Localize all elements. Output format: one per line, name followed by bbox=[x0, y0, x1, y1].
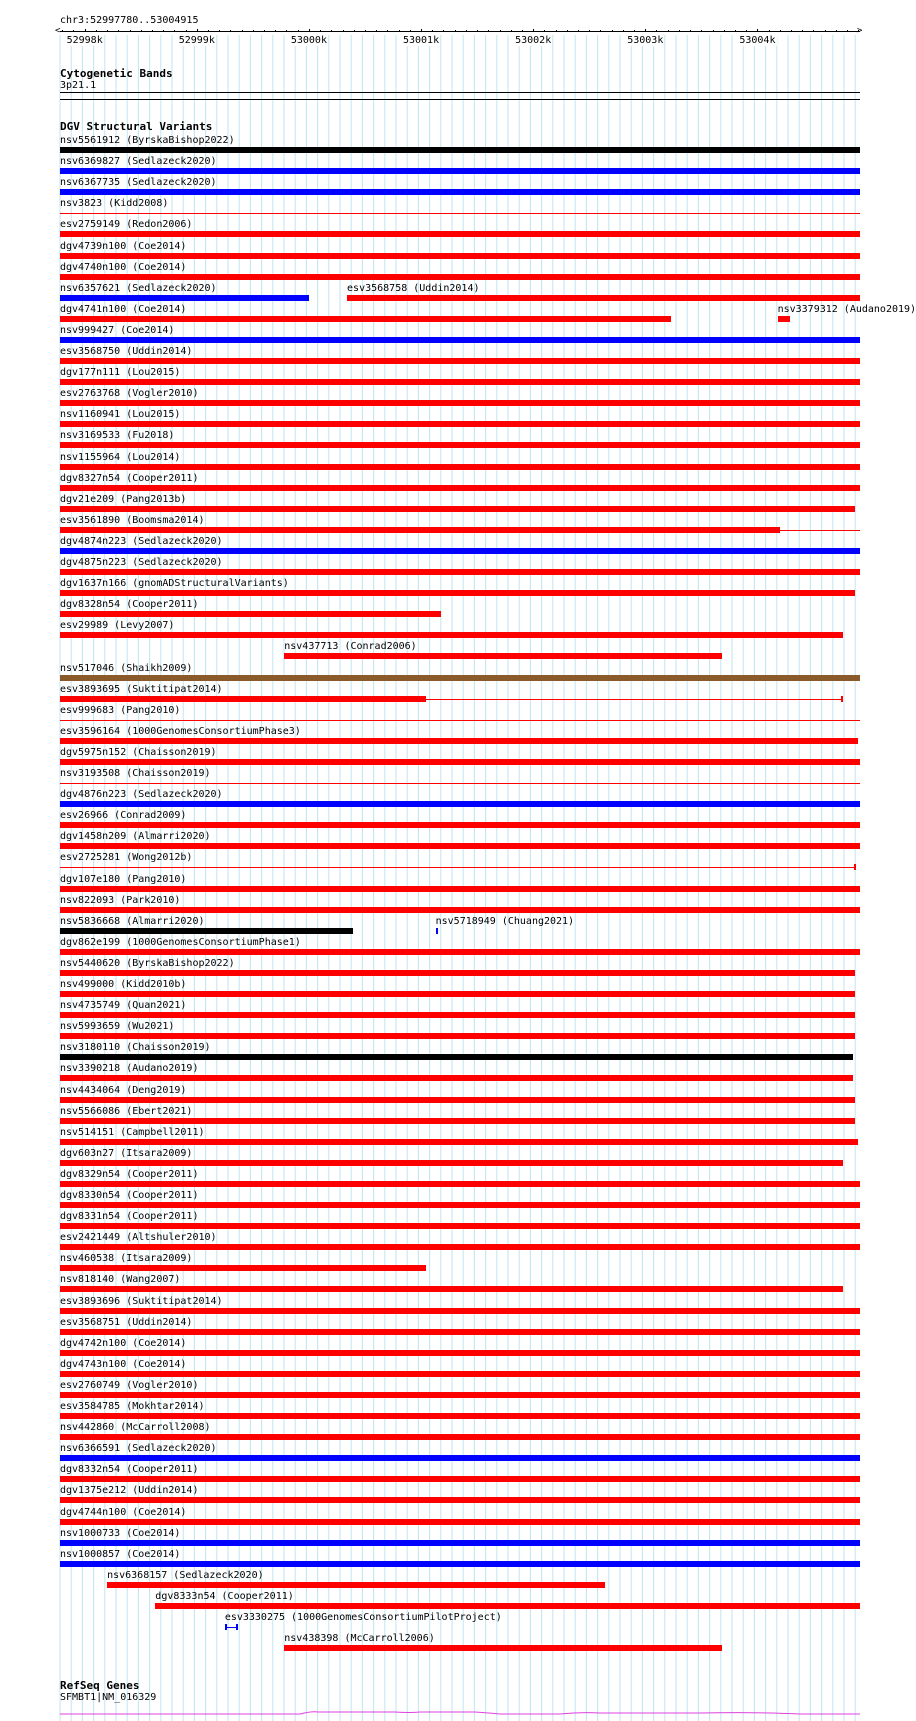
variant-bar[interactable] bbox=[60, 464, 860, 470]
variant-label[interactable]: dgv8327n54 (Cooper2011) bbox=[60, 472, 199, 484]
variant-bar[interactable] bbox=[347, 295, 860, 301]
variant-bar[interactable] bbox=[60, 696, 426, 702]
ruler-minor-tick bbox=[275, 30, 276, 32]
variant-label[interactable]: nsv5561912 (ByrskaBishop2022) bbox=[60, 135, 235, 146]
ruler-tick-label: 52999k bbox=[178, 35, 215, 46]
variant-bar-end[interactable] bbox=[236, 1624, 238, 1630]
ruler-minor-tick bbox=[713, 30, 714, 32]
ruler-minor-tick bbox=[376, 30, 377, 32]
variant-bar[interactable] bbox=[60, 1286, 843, 1292]
variant-label[interactable]: esv2725281 (Wong2012b) bbox=[60, 852, 193, 864]
variant-bar-tail[interactable] bbox=[780, 530, 860, 531]
variant-bar[interactable] bbox=[155, 1603, 860, 1609]
variant-label[interactable]: esv2760749 (Vogler2010) bbox=[60, 1379, 199, 1391]
variant-label[interactable]: esv999683 (Pang2010) bbox=[60, 704, 181, 716]
variant-label[interactable]: dgv862e199 (1000GenomesConsortiumPhase1) bbox=[60, 936, 301, 948]
variant-label[interactable]: esv26966 (Conrad2009) bbox=[60, 810, 187, 822]
ruler-minor-tick bbox=[230, 30, 231, 32]
variant-label[interactable]: dgv4875n223 (Sedlazeck2020) bbox=[60, 557, 223, 568]
ruler-minor-tick bbox=[623, 30, 624, 32]
variant-bar[interactable] bbox=[60, 1097, 855, 1103]
ruler-minor-tick bbox=[735, 30, 736, 32]
ruler-minor-tick bbox=[163, 30, 164, 32]
variant-label[interactable]: nsv442860 (McCarroll2008) bbox=[60, 1422, 211, 1434]
ruler-tick-label: 52998k bbox=[66, 35, 103, 46]
variant-bar[interactable] bbox=[60, 720, 860, 721]
variant-bar[interactable] bbox=[60, 358, 860, 364]
variant-bar[interactable] bbox=[60, 527, 780, 533]
variant-bar[interactable] bbox=[60, 867, 856, 868]
variant-label[interactable]: esv3561890 (Boomsma2014) bbox=[60, 514, 205, 526]
ruler-minor-tick bbox=[813, 30, 814, 32]
ruler-minor-tick bbox=[186, 30, 187, 32]
ruler-minor-tick bbox=[443, 30, 444, 32]
ruler-minor-tick bbox=[578, 30, 579, 32]
variant-label[interactable]: nsv1000733 (Coe2014) bbox=[60, 1527, 181, 1539]
variant-bar[interactable] bbox=[107, 1582, 605, 1588]
variant-bar[interactable] bbox=[60, 400, 860, 406]
ruler-minor-tick bbox=[298, 30, 299, 32]
variant-bar-end[interactable] bbox=[854, 864, 856, 870]
variant-bar-end[interactable] bbox=[841, 696, 843, 702]
ruler-line bbox=[60, 31, 860, 32]
variant-label[interactable]: dgv21e209 (Pang2013b) bbox=[60, 493, 187, 505]
ruler-minor-tick bbox=[466, 30, 467, 32]
variant-bar[interactable] bbox=[436, 928, 438, 934]
ruler-tick bbox=[197, 29, 198, 32]
variant-bar[interactable] bbox=[60, 442, 860, 448]
ruler-minor-tick bbox=[488, 30, 489, 32]
variant-label[interactable]: dgv5975n152 (Chaisson2019) bbox=[60, 746, 217, 758]
variant-bar[interactable] bbox=[60, 1054, 853, 1060]
variant-label[interactable]: nsv3823 (Kidd2008) bbox=[60, 198, 169, 210]
ruler-minor-tick bbox=[354, 30, 355, 32]
variant-label[interactable]: esv2421449 (Altshuler2010) bbox=[60, 1232, 217, 1244]
variant-label[interactable]: nsv5836668 (Almarri2020) bbox=[60, 915, 205, 927]
ruler-minor-tick bbox=[432, 30, 433, 32]
variant-bar[interactable] bbox=[60, 675, 860, 681]
variant-bar-gap[interactable] bbox=[426, 699, 843, 700]
ruler-minor-tick bbox=[107, 30, 108, 32]
ruler-minor-tick bbox=[544, 30, 545, 32]
variant-label[interactable]: esv3893695 (Suktitipat2014) bbox=[60, 683, 223, 695]
variant-label[interactable]: esv3568758 (Uddin2014) bbox=[347, 282, 480, 294]
variant-bar[interactable] bbox=[60, 1329, 860, 1335]
variant-bar[interactable] bbox=[60, 337, 860, 343]
ruler-minor-tick bbox=[522, 30, 523, 32]
variant-label[interactable]: dgv1637n166 (gnomADStructuralVariants) bbox=[60, 578, 289, 590]
variant-bar[interactable] bbox=[60, 1371, 860, 1377]
variant-bar[interactable] bbox=[60, 928, 353, 934]
variant-label[interactable]: nsv5440620 (ByrskaBishop2022) bbox=[60, 957, 235, 969]
variant-label[interactable]: esv3568750 (Uddin2014) bbox=[60, 346, 193, 357]
variant-label[interactable]: dgv8330n54 (Cooper2011) bbox=[60, 1190, 199, 1201]
variant-label[interactable]: dgv8333n54 (Cooper2011) bbox=[155, 1590, 294, 1602]
ruler-minor-tick bbox=[73, 30, 74, 32]
variant-bar[interactable] bbox=[284, 1645, 721, 1651]
variant-bar[interactable] bbox=[60, 1434, 860, 1440]
variant-bar[interactable] bbox=[60, 590, 855, 596]
variant-label[interactable]: nsv822093 (Park2010) bbox=[60, 894, 181, 906]
variant-bar[interactable] bbox=[60, 1012, 855, 1018]
ruler-minor-tick bbox=[556, 30, 557, 32]
ruler-tick bbox=[645, 29, 646, 32]
ruler-minor-tick bbox=[410, 30, 411, 32]
track-title-refseq: RefSeq Genes bbox=[60, 1679, 140, 1692]
variant-label[interactable]: dgv4876n223 (Sedlazeck2020) bbox=[60, 789, 223, 801]
ruler-minor-tick bbox=[130, 30, 131, 32]
ruler-minor-tick bbox=[690, 30, 691, 32]
ruler-minor-tick bbox=[320, 30, 321, 32]
variant-label[interactable]: dgv107e180 (Pang2010) bbox=[60, 873, 187, 885]
ruler-minor-tick bbox=[118, 30, 119, 32]
variant-bar[interactable] bbox=[60, 991, 855, 997]
variant-label[interactable]: dgv603n27 (Itsara2009) bbox=[60, 1147, 193, 1159]
ruler-minor-tick bbox=[511, 30, 512, 32]
track-title-dgv: DGV Structural Variants bbox=[60, 120, 213, 133]
variant-label[interactable]: esv3596164 (1000GenomesConsortiumPhase3) bbox=[60, 725, 301, 737]
variant-label[interactable]: esv3584785 (Mokhtar2014) bbox=[60, 1401, 205, 1412]
ruler-right-arrow[interactable]: > bbox=[857, 26, 863, 36]
ruler-tick-label: 53003k bbox=[627, 35, 664, 46]
cytoband-label[interactable]: 3p21.1 bbox=[60, 80, 97, 91]
ruler-minor-tick bbox=[387, 30, 388, 32]
ruler-minor-tick bbox=[96, 30, 97, 32]
variant-bar[interactable] bbox=[60, 316, 671, 322]
gene-intron-line bbox=[60, 1712, 860, 1714]
variant-label[interactable]: nsv438398 (McCarroll2006) bbox=[284, 1633, 435, 1645]
ruler-minor-tick bbox=[791, 30, 792, 32]
variant-label[interactable]: esv2759149 (Redon2006) bbox=[60, 219, 193, 231]
variant-label[interactable]: nsv6367735 (Sedlazeck2020) bbox=[60, 177, 217, 189]
variant-bar[interactable] bbox=[60, 274, 860, 280]
variant-label[interactable]: nsv517046 (Shaikh2009) bbox=[60, 662, 193, 674]
ruler-minor-tick bbox=[668, 30, 669, 32]
ruler-tick-label: 53000k bbox=[290, 35, 327, 46]
variant-label[interactable]: nsv3193508 (Chaisson2019) bbox=[60, 768, 211, 779]
variant-label[interactable]: nsv5993659 (Wu2021) bbox=[60, 1021, 175, 1033]
variant-bar[interactable] bbox=[60, 1392, 860, 1398]
variant-bar[interactable] bbox=[60, 548, 860, 554]
cytoband-line[interactable] bbox=[60, 92, 860, 93]
ruler-minor-tick bbox=[802, 30, 803, 32]
variant-label[interactable]: nsv6369827 (Sedlazeck2020) bbox=[60, 156, 217, 168]
variant-bar[interactable] bbox=[60, 801, 860, 807]
ruler-minor-tick bbox=[847, 30, 848, 32]
variant-label[interactable]: dgv4740n100 (Coe2014) bbox=[60, 261, 187, 273]
variant-bar[interactable] bbox=[60, 506, 855, 512]
variant-label[interactable]: nsv999427 (Coe2014) bbox=[60, 324, 175, 336]
variant-bar[interactable] bbox=[778, 316, 790, 322]
variant-label[interactable]: dgv177n111 (Lou2015) bbox=[60, 367, 181, 379]
variant-bar-end[interactable] bbox=[225, 1624, 227, 1630]
ruler-tick bbox=[757, 29, 758, 32]
variant-label[interactable]: dgv4743n100 (Coe2014) bbox=[60, 1358, 187, 1370]
variant-label[interactable]: nsv4434064 (Deng2019) bbox=[60, 1084, 187, 1096]
variant-bar[interactable] bbox=[60, 759, 860, 765]
variant-bar[interactable] bbox=[60, 783, 860, 784]
ruler-minor-tick bbox=[500, 30, 501, 32]
variant-bar[interactable] bbox=[60, 738, 858, 744]
variant-label[interactable]: esv3893696 (Suktitipat2014) bbox=[60, 1295, 223, 1307]
ruler-minor-tick bbox=[152, 30, 153, 32]
variant-label[interactable]: nsv5566086 (Ebert2021) bbox=[60, 1105, 193, 1117]
ruler-tick-label: 53001k bbox=[402, 35, 440, 46]
ruler-minor-tick bbox=[174, 30, 175, 32]
variant-bar[interactable] bbox=[60, 295, 309, 301]
variant-bar[interactable] bbox=[60, 886, 860, 892]
variant-bar[interactable] bbox=[60, 485, 860, 491]
variant-bar[interactable] bbox=[60, 231, 860, 237]
ruler-minor-tick bbox=[253, 30, 254, 32]
variant-label[interactable]: esv3568751 (Uddin2014) bbox=[60, 1316, 193, 1328]
variant-label[interactable]: dgv1375e212 (Uddin2014) bbox=[60, 1485, 199, 1497]
variant-label[interactable]: nsv3169533 (Fu2018) bbox=[60, 430, 175, 442]
variant-bar[interactable] bbox=[60, 147, 860, 153]
variant-label[interactable]: dgv8329n54 (Cooper2011) bbox=[60, 1168, 199, 1180]
variant-bar[interactable] bbox=[60, 569, 860, 575]
ruler-tick-label: 53002k bbox=[515, 35, 552, 46]
ruler-minor-tick bbox=[365, 30, 366, 32]
variant-bar[interactable] bbox=[60, 1308, 860, 1314]
variant-label[interactable]: dgv4744n100 (Coe2014) bbox=[60, 1506, 187, 1518]
track-title-cytogenetic-bands: Cytogenetic Bands bbox=[60, 67, 173, 80]
variant-label[interactable]: nsv6357621 (Sedlazeck2020) bbox=[60, 282, 217, 294]
ruler-minor-tick bbox=[455, 30, 456, 32]
ruler-left-arrow[interactable]: < bbox=[55, 26, 61, 36]
ruler-minor-tick bbox=[656, 30, 657, 32]
variant-label[interactable]: esv2763768 (Vogler2010) bbox=[60, 388, 199, 400]
variant-bar[interactable] bbox=[60, 1413, 860, 1419]
ruler-minor-tick bbox=[264, 30, 265, 32]
variant-label[interactable]: dgv1458n209 (Almarri2020) bbox=[60, 831, 211, 843]
ruler-minor-tick bbox=[141, 30, 142, 32]
ruler-minor-tick bbox=[477, 30, 478, 32]
ruler-minor-tick bbox=[242, 30, 243, 32]
variant-label[interactable]: nsv6368157 (Sedlazeck2020) bbox=[107, 1569, 264, 1581]
variant-label[interactable]: nsv3390218 (Audano2019) bbox=[60, 1063, 199, 1075]
variant-bar[interactable] bbox=[60, 843, 860, 849]
variant-label[interactable]: dgv8328n54 (Cooper2011) bbox=[60, 599, 199, 611]
variant-label[interactable]: nsv1160941 (Lou2015) bbox=[60, 409, 181, 421]
variant-bar[interactable] bbox=[60, 168, 860, 174]
variant-bar[interactable] bbox=[60, 822, 860, 828]
ruler-tick bbox=[309, 29, 310, 32]
variant-label[interactable]: nsv3379312 (Audano2019) bbox=[777, 303, 916, 315]
ruler-minor-tick bbox=[567, 30, 568, 32]
variant-bar[interactable] bbox=[60, 1118, 855, 1124]
ruler-minor-tick bbox=[286, 30, 287, 32]
ruler-minor-tick bbox=[634, 30, 635, 32]
ruler-minor-tick bbox=[612, 30, 613, 32]
variant-bar[interactable] bbox=[60, 213, 860, 214]
variant-bar[interactable] bbox=[60, 1540, 860, 1546]
variant-bar[interactable] bbox=[60, 949, 860, 955]
variant-bar[interactable] bbox=[60, 253, 860, 259]
variant-bar[interactable] bbox=[60, 1223, 860, 1229]
variant-bar[interactable] bbox=[60, 189, 860, 195]
ruler-minor-tick bbox=[208, 30, 209, 32]
ruler-minor-tick bbox=[836, 30, 837, 32]
variant-bar[interactable] bbox=[60, 1476, 860, 1482]
ruler-minor-tick bbox=[746, 30, 747, 32]
ruler-minor-tick bbox=[600, 30, 601, 32]
variant-bar[interactable] bbox=[60, 1244, 860, 1250]
variant-label[interactable]: nsv1000857 (Coe2014) bbox=[60, 1548, 181, 1560]
variant-label[interactable]: esv3330275 (1000GenomesConsortiumPilotProject) bbox=[224, 1612, 502, 1623]
variant-bar[interactable] bbox=[60, 1160, 843, 1166]
variant-label[interactable]: nsv4735749 (Quan2021) bbox=[60, 1000, 187, 1012]
ruler-tick bbox=[421, 29, 422, 32]
ruler-tick bbox=[85, 29, 86, 32]
variant-bar[interactable] bbox=[60, 1497, 860, 1503]
variant-bar[interactable] bbox=[60, 1075, 853, 1081]
variant-label[interactable]: dgv4742n100 (Coe2014) bbox=[60, 1337, 187, 1349]
variant-bar[interactable] bbox=[60, 1265, 426, 1271]
ruler-minor-tick bbox=[589, 30, 590, 32]
variant-label[interactable]: esv29989 (Levy2007) bbox=[60, 620, 175, 632]
variant-bar[interactable] bbox=[60, 421, 860, 427]
ruler-minor-tick bbox=[769, 30, 770, 32]
variant-bar[interactable] bbox=[60, 1455, 860, 1461]
ruler-minor-tick bbox=[679, 30, 680, 32]
variant-bar[interactable] bbox=[60, 632, 843, 638]
variant-bar[interactable] bbox=[60, 907, 860, 913]
variant-label[interactable]: nsv5718949 (Chuang2021) bbox=[435, 915, 575, 927]
track-separator bbox=[60, 99, 860, 100]
ruler-minor-tick bbox=[331, 30, 332, 32]
ruler-minor-tick bbox=[399, 30, 400, 32]
variant-bar[interactable] bbox=[60, 379, 860, 385]
ruler-range: chr3:52997780..53004915 bbox=[60, 15, 199, 26]
variant-label[interactable]: dgv8332n54 (Cooper2011) bbox=[60, 1464, 199, 1476]
ruler-tick bbox=[533, 29, 534, 32]
variant-bar[interactable] bbox=[284, 653, 721, 659]
variant-bar[interactable] bbox=[60, 1350, 860, 1356]
variant-label[interactable]: dgv4741n100 (Coe2014) bbox=[60, 303, 187, 315]
variant-label[interactable]: nsv6366591 (Sedlazeck2020) bbox=[60, 1443, 217, 1455]
variant-label[interactable]: nsv460538 (Itsara2009) bbox=[60, 1253, 193, 1265]
variant-bar[interactable] bbox=[60, 1139, 858, 1145]
ruler-minor-tick bbox=[62, 30, 63, 32]
variant-label[interactable]: nsv3180110 (Chaisson2019) bbox=[60, 1042, 211, 1054]
ruler-minor-tick bbox=[701, 30, 702, 32]
variant-label[interactable]: nsv514151 (Campbell2011) bbox=[60, 1126, 205, 1138]
ruler-minor-tick bbox=[724, 30, 725, 32]
ruler-tick-label: 53004k bbox=[739, 35, 776, 46]
ruler-minor-tick bbox=[219, 30, 220, 32]
variant-label[interactable]: dgv4874n223 (Sedlazeck2020) bbox=[60, 535, 223, 547]
refseq-gene-model[interactable] bbox=[0, 1700, 890, 1721]
ruler-minor-tick bbox=[343, 30, 344, 32]
variant-bar[interactable] bbox=[60, 1033, 855, 1039]
variant-bar[interactable] bbox=[60, 1181, 860, 1187]
variant-bar[interactable] bbox=[60, 970, 855, 976]
ruler-minor-tick bbox=[825, 30, 826, 32]
variant-label[interactable]: dgv4739n100 (Coe2014) bbox=[60, 240, 187, 252]
variant-bar[interactable] bbox=[60, 1519, 860, 1525]
variant-bar[interactable] bbox=[60, 1561, 860, 1567]
variant-label[interactable]: nsv499000 (Kidd2010b) bbox=[60, 979, 187, 990]
variant-label[interactable]: nsv818140 (Wang2007) bbox=[60, 1274, 181, 1286]
variant-label[interactable]: nsv1155964 (Lou2014) bbox=[60, 451, 181, 463]
variant-label[interactable]: nsv437713 (Conrad2006) bbox=[284, 641, 417, 653]
refseq-gene-label[interactable]: SFMBT1|NM_016329 bbox=[60, 1692, 157, 1703]
ruler-minor-tick bbox=[780, 30, 781, 32]
variant-label[interactable]: dgv8331n54 (Cooper2011) bbox=[60, 1211, 199, 1223]
variant-bar[interactable] bbox=[60, 1202, 860, 1208]
variant-bar[interactable] bbox=[60, 611, 441, 617]
